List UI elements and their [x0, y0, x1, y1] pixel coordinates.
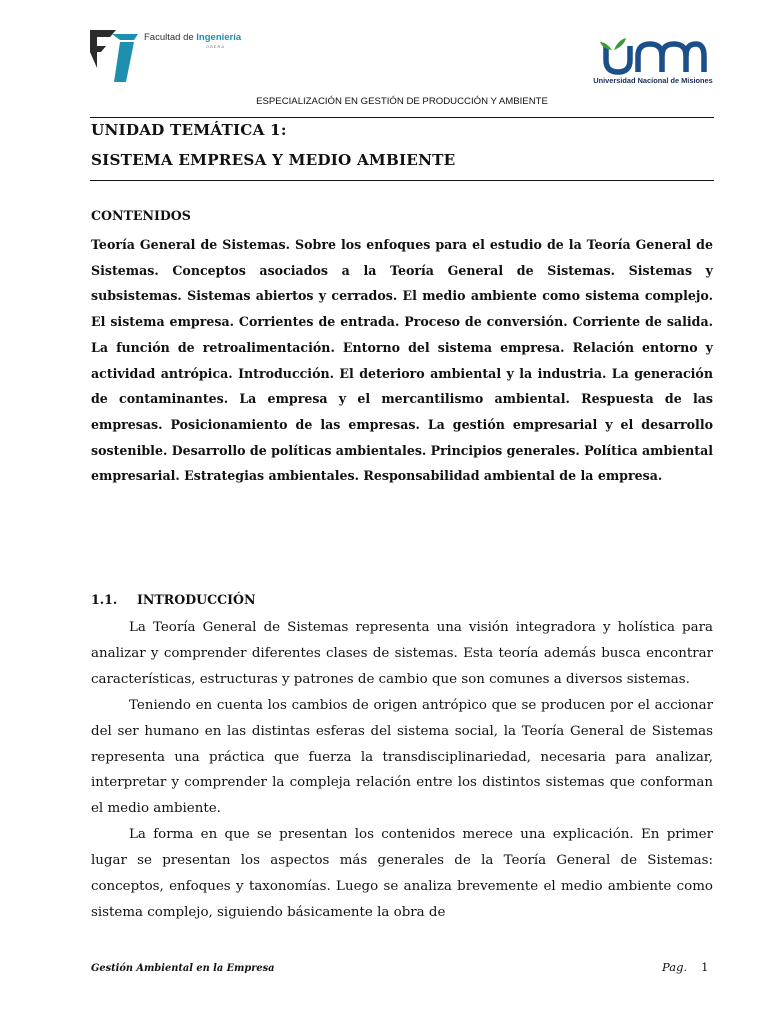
header-divider [90, 117, 714, 118]
contents-heading: CONTENIDOS [91, 208, 191, 223]
page-number: 1 [701, 960, 709, 974]
title-divider [90, 180, 714, 181]
contents-paragraph: Teoría General de Sistemas. Sobre los enfoques para el estudio de la Teoría General de Sistemas. Conceptos asociados a la Teoría General de Sistemas. Sistemas y subsistemas. Sistemas abiertos y cerrados. El medio ambiente como sistema complejo. El sistema empresa. Corrientes de entrada. Proceso de conversión. Corriente de salida. La función de retroalimentación. Entorno del sistema empresa. Relación entorno y actividad antrópica. Introducción. El deterioro ambiental y la industria. La generación de contaminantes. La empresa y el mercantilismo ambiental. Respuesta de las empresas. Posicionamiento de las empresas. La gestión empresarial y el desarrollo sostenible. Desarrollo de políticas ambientales. Principios generales. Política ambiental empresarial. Estrategias ambientales. Responsabilidad ambiental de la empresa. [91, 237, 714, 484]
faculty-logo-mark-icon [90, 30, 140, 82]
footer-course-name: Gestión Ambiental en la Empresa [91, 963, 275, 974]
footer-page-number [662, 960, 708, 974]
section-title: INTRODUCCIÓN [137, 592, 256, 607]
section-heading [91, 592, 256, 607]
body-paragraph: La forma en que se presentan los contenidos merece una explicación. En primer lugar se presentan los aspectos más generales de la Teoría General de Sistemas: conceptos, enfoques y taxonomías. Luego se analiza brevemente el medio ambiente como sistema complejo, siguiendo básicamente la obra de [91, 827, 713, 920]
faculty-logo [90, 30, 240, 82]
body-paragraph: La Teoría General de Sistemas representa una visión integradora y holística para analizar y comprender diferentes clases de sistemas. Esta teoría además busca encontrar características, estructuras y patrones de cambio que son comunes a diversos sistemas. [91, 620, 713, 687]
unit-subtitle: SISTEMA EMPRESA Y MEDIO AMBIENTE [91, 151, 456, 169]
page-label: Pag. [662, 960, 688, 974]
faculty-logo-text: Facultad de Ingeniería [144, 32, 242, 43]
university-logo-caption: Universidad Nacional de Misiones [593, 76, 713, 85]
university-logo-mark-icon [592, 36, 714, 76]
university-logo [592, 36, 714, 88]
faculty-logo-sublabel: OBERÁ [206, 44, 226, 49]
section-number: 1.1. [91, 592, 118, 607]
program-title: ESPECIALIZACIÓN EN GESTIÓN DE PRODUCCIÓN Y AMBIENTE [256, 96, 548, 107]
unit-title: UNIDAD TEMÁTICA 1: [91, 121, 287, 139]
section-body [91, 615, 713, 926]
body-paragraph: Teniendo en cuenta los cambios de origen antrópico que se producen por el accionar del ser humano en las distintas esferas del sistema social, la Teoría General de Sistemas representa una práctica que fuerza la transdisciplinariedad, necesaria para analizar, interpretar y comprender la compleja relación entre los distintos sistemas que conforman el medio ambiente. [91, 697, 713, 817]
